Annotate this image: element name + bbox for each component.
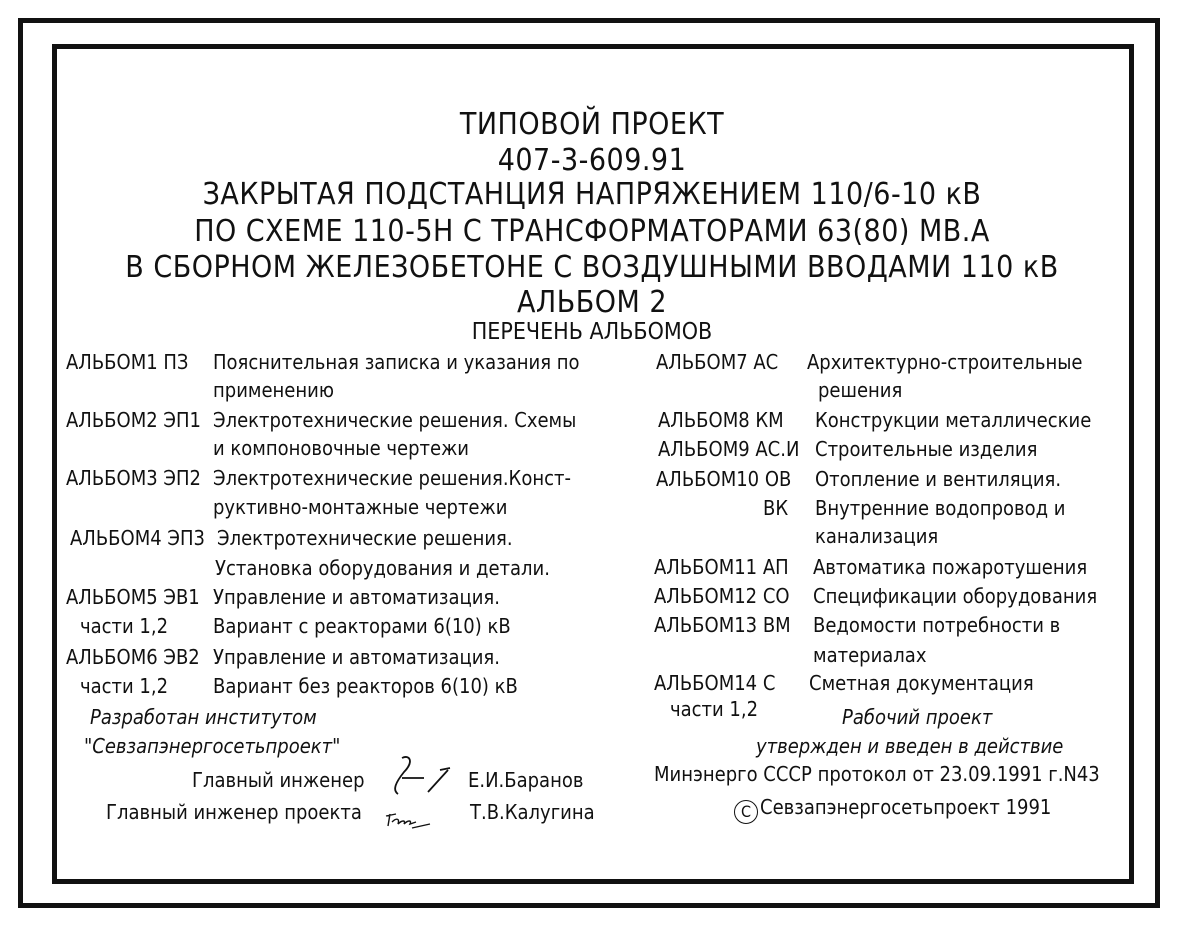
album6-code: АЛЬБОМ6 ЭВ2: [66, 645, 200, 669]
album12-desc: Спецификации оборудования: [813, 584, 1098, 608]
project-engineer-title: Главный инженер проекта: [106, 800, 362, 824]
album3-code: АЛЬБОМ3 ЭП2: [66, 466, 201, 490]
album5-parts: части 1,2: [80, 614, 169, 638]
project-title-line2: ПО СХЕМЕ 110-5Н С ТРАНСФОРМАТОРАМИ 63(80) МВ.А: [194, 214, 990, 249]
album7-code: АЛЬБОМ7 АС: [656, 350, 779, 374]
album4-desc-cont: Установка оборудования и детали.: [215, 556, 550, 580]
copyright-icon: C: [734, 800, 758, 824]
album8-code: АЛЬБОМ8 КМ: [658, 408, 784, 432]
album2-desc: Электротехнические решения. Схемы: [213, 408, 577, 432]
album6-desc-cont: Вариант без реакторов 6(10) кВ: [213, 674, 518, 698]
approval-line1: Рабочий проект: [842, 705, 993, 729]
album-list-heading: ПЕРЕЧЕНЬ АЛЬБОМОВ: [471, 319, 713, 345]
album5-desc-cont: Вариант с реакторами 6(10) кВ: [213, 614, 511, 638]
album4-code: АЛЬБОМ4 ЭП3: [70, 526, 205, 550]
album1-desc-cont: применению: [213, 378, 334, 402]
project-engineer-name: Т.В.Калугина: [470, 800, 595, 824]
album10-desc-vk-cont: канализация: [815, 524, 939, 548]
album11-code: АЛЬБОМ11 АП: [654, 555, 789, 579]
album-number: АЛЬБОМ 2: [516, 285, 668, 320]
album2-code: АЛЬБОМ2 ЭП1: [66, 408, 201, 432]
album10-code-vk: ВК: [763, 496, 789, 520]
album5-desc: Управление и автоматизация.: [213, 585, 500, 609]
album7-desc-cont: решения: [818, 378, 903, 402]
album10-desc: Отопление и вентиляция.: [815, 467, 1062, 491]
developer-label: Разработан институтом: [90, 705, 317, 729]
project-engineer-signature: [382, 806, 434, 832]
album14-parts: части 1,2: [670, 697, 759, 721]
album3-desc: Электротехнические решения.Конст-: [213, 466, 571, 490]
project-type: ТИПОВОЙ ПРОЕКТ: [459, 107, 725, 142]
copyright: [734, 797, 1051, 824]
album13-desc: Ведомости потребности в: [813, 613, 1061, 637]
album4-desc: Электротехнические решения.: [217, 526, 513, 550]
album9-code: АЛЬБОМ9 АС.И: [658, 437, 800, 461]
album11-desc: Автоматика пожаротушения: [813, 555, 1088, 579]
chief-engineer-name: Е.И.Баранов: [468, 768, 584, 792]
chief-engineer-title: Главный инженер: [192, 768, 365, 792]
approval-protocol: Минэнерго СССР протокол от 23.09.1991 г.N43: [654, 762, 1100, 786]
project-number: 407-3-609.91: [497, 143, 687, 178]
album3-desc-cont: руктивно-монтажные чертежи: [213, 495, 508, 519]
album10-desc-vk: Внутренние водопровод и: [815, 496, 1066, 520]
album7-desc: Архитектурно-строительные: [807, 350, 1083, 374]
project-title-line3: В СБОРНОМ ЖЕЛЕЗОБЕТОНЕ С ВОЗДУШНЫМИ ВВОДАМИ 110 кВ: [125, 250, 1059, 285]
album13-code: АЛЬБОМ13 ВМ: [654, 613, 791, 637]
copyright-text: Севзапэнергосетьпроект 1991: [760, 795, 1052, 819]
album14-desc: Сметная документация: [809, 671, 1034, 695]
chief-engineer-signature: [388, 754, 454, 800]
album1-code: АЛЬБОМ1 ПЗ: [66, 350, 189, 374]
album14-code: АЛЬБОМ14 С: [654, 671, 776, 695]
album5-code: АЛЬБОМ5 ЭВ1: [66, 585, 200, 609]
album12-code: АЛЬБОМ12 СО: [654, 584, 790, 608]
developer-org: "Севзапэнергосетьпроект": [84, 734, 341, 758]
album6-desc: Управление и автоматизация.: [213, 645, 500, 669]
album9-desc: Строительные изделия: [815, 437, 1038, 461]
album8-desc: Конструкции металлические: [815, 408, 1092, 432]
project-title-line1: ЗАКРЫТАЯ ПОДСТАНЦИЯ НАПРЯЖЕНИЕМ 110/6-10 кВ: [202, 177, 982, 212]
album10-code: АЛЬБОМ10 ОВ: [656, 467, 792, 491]
album6-parts: части 1,2: [80, 674, 169, 698]
album13-desc-cont: материалах: [813, 643, 927, 667]
album2-desc-cont: и компоновочные чертежи: [213, 436, 469, 460]
approval-line2: утвержден и введен в действие: [756, 734, 1064, 758]
album1-desc: Пояснительная записка и указания по: [213, 350, 580, 374]
